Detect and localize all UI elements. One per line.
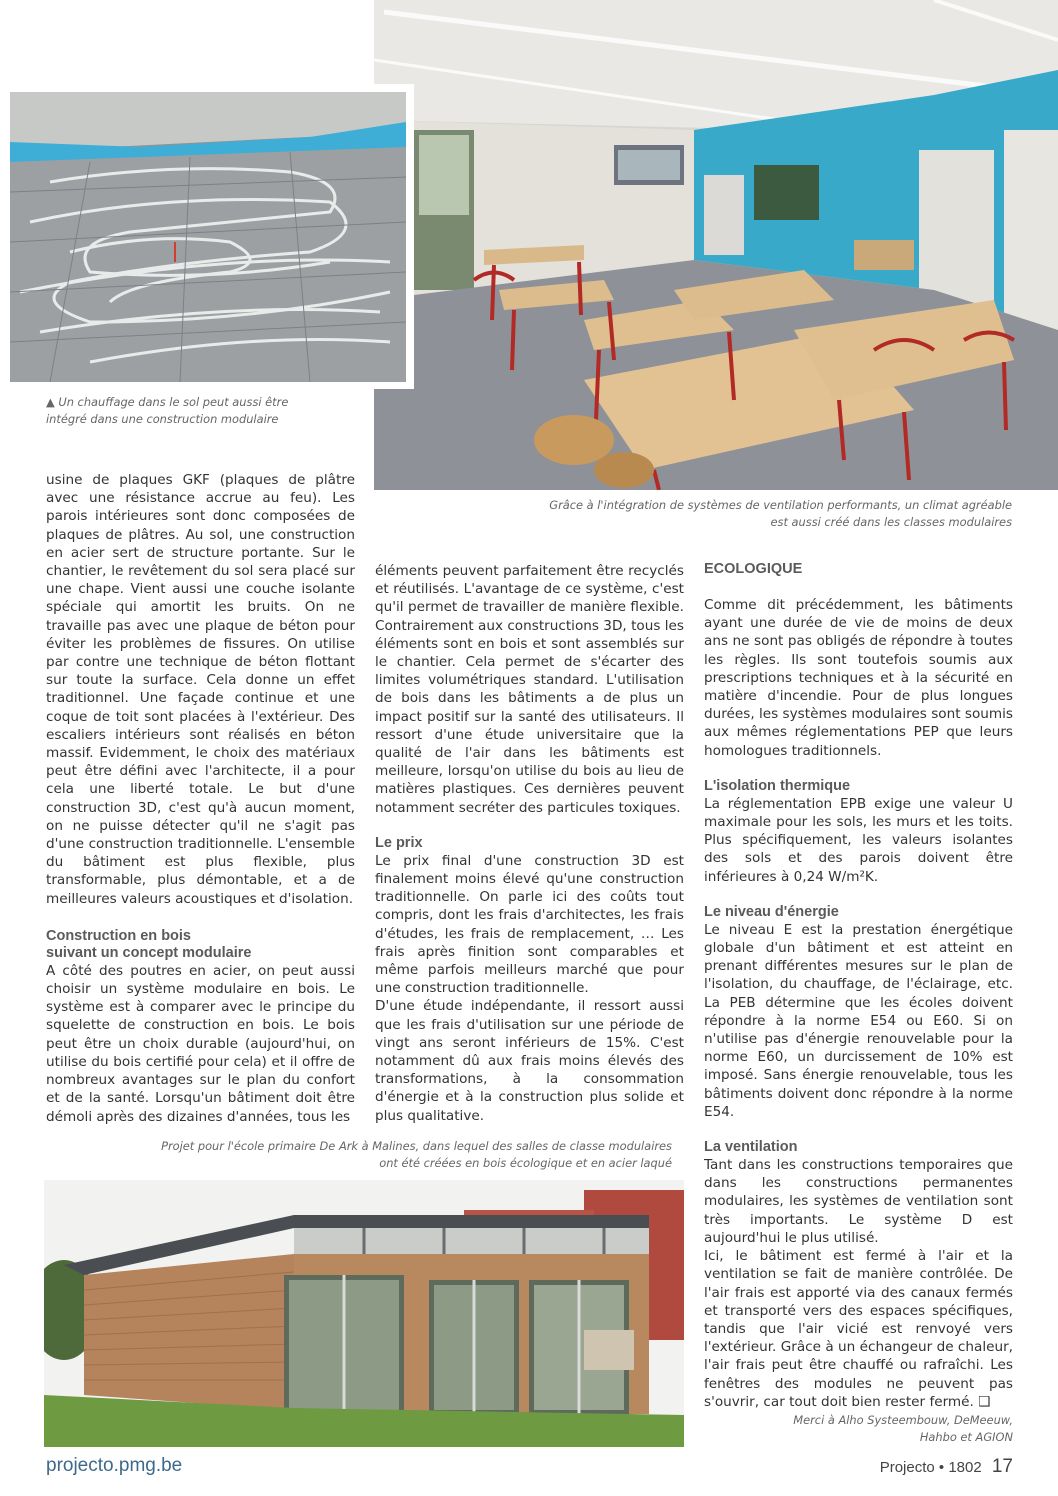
heading-ventilation: La ventilation	[704, 1139, 798, 1156]
classroom-caption	[500, 497, 1012, 531]
heading-line: suivant un concept modulaire	[46, 944, 252, 961]
thanks-credit	[704, 1412, 1013, 1446]
footer-magazine	[790, 1456, 1013, 1478]
credit-line: Merci à Alho Systeembouw, DeMeeuw,	[793, 1413, 1013, 1427]
school-building-photo	[44, 1180, 684, 1447]
heading-construction-bois	[46, 928, 355, 962]
paragraph-prix-1: Le prix final d'une construction 3D est finalement moins élevé qu'une construction traditionnelle. On parle ici des coûts tout compris, dont les frais d'architectes, les frais d'études, les frais de remplacement, … Les frais après finition sont comparables et même parfois meilleurs marché que pour une construction traditionnelle.	[375, 852, 684, 997]
caption-line: ont été créées en bois écologique et en acier laqué	[379, 1156, 672, 1170]
column-1	[46, 471, 355, 1126]
heading-energie: Le niveau d'énergie	[704, 903, 839, 920]
floor-heating-photo	[0, 84, 414, 389]
school-caption	[100, 1138, 672, 1172]
magazine-issue: Projecto • 1802	[879, 1459, 982, 1476]
heading-line: Construction en bois	[46, 927, 191, 944]
paragraph-wood: A côté des poutres en acier, on peut aussi choisir un système modulaire en bois. Le système est à comparer avec le principe du squelette de construction en bois. Le bois peut être un choix durable (aujourd'hui, on utilise du bois certifié pour cela) et il offre de nombreux avantages sur le plan du confort et de la santé. Lorsqu'un bâtiment doit être démoli après des dizaines d'années, tous les	[46, 962, 355, 1125]
credit-line: Hahbo et AGION	[919, 1430, 1013, 1444]
paragraph-energie: Le niveau E est la prestation énergétique globale d'un bâtiment et est atteint en prenant différentes mesures sur le plan de l'isolation, du chauffage, de l'éclairage, etc. La PEB détermine que les écoles doivent répondre à la norme E54 ou E60. Si on n'utilise pas d'énergie renouvelable pour la norme E60, un durcissement de 10% est imposé. Sans énergie renouvelable, tous les bâtiments doivent donc répondre à la norme E54.	[704, 921, 1013, 1120]
classroom-photo	[374, 0, 1058, 490]
floor-heating-caption	[46, 394, 366, 428]
paragraph-prix-2: D'une étude indépendante, il ressort aussi que les frais d'utilisation sur une période de vingt ans seront inférieurs de 15%. C'est notamment dû aux frais moins élevés des transformations, à la consommation d'énergie et à la construction plus solide et plus qualitative.	[375, 998, 684, 1124]
caption-line: Projet pour l'école primaire De Ark à Malines, dans lequel des salles de classe modulaires	[161, 1139, 672, 1153]
caption-line: ▲ Un chauffage dans le sol peut aussi être	[46, 395, 289, 409]
paragraph-intro: usine de plaques GKF (plaques de plâtre avec une résistance accrue au feu). Les parois intérieures sont donc composées de plaques de plâtres. Au sol, une construction en acier sert de structure portante. Sur le chantier, le revêtement du sol sera placé sur une chape. Vient aussi une couche isolante spéciale qui amortit les bruits. On ne travaille pas avec une plaque de béton pour éviter les problèmes de fissures. On utilise par contre une technique de béton flottant sur toute la surface. Cela donne un effet traditionnel. Une façade continue et une coque de toit sont placées à l'extérieur. Des escaliers intérieurs sont réalisés en béton massif. Evidemment, le choix des matériaux peut être défini avec l'architecte, il a pour cela une liberté totale. Le but d'une construction 3D, c'est qu'à aucun moment, on ne puisse détecter qu'il ne s'agit pas d'une construction traditionnelle. L'ensemble du bâtiment est plus flexible, plus transformable, plus démontable, et a de meilleures valeurs acoustiques et d'isolation.	[46, 472, 355, 907]
page-number: 17	[991, 1456, 1013, 1477]
heading-ecologique: ECOLOGIQUE	[704, 561, 803, 577]
column-3	[704, 561, 1013, 1411]
paragraph-eco: Comme dit précédemment, les bâtiments ayant une durée de vie de moins de deux ans ne sont pas obligés de répondre à toutes les règles. Ils sont toutefois soumis aux prescriptions techniques et à la sécurité en matière d'incendie. Pour de plus longues durées, les systèmes modulaires sont soumis aux mêmes réglementations PEP que leurs homologues traditionnels.	[704, 597, 1013, 759]
paragraph-vent-1: Tant dans les constructions temporaires que dans les constructions permanentes modulaires, les systèmes de ventilation sont très importants. Le système D est aujourd'hui le plus utilisé.	[704, 1157, 1013, 1246]
heading-isolation: L'isolation thermique	[704, 777, 851, 794]
heading-prix: Le prix	[375, 834, 423, 851]
column-2	[375, 562, 684, 1125]
caption-line: intégré dans une construction modulaire	[46, 412, 279, 426]
paragraph-iso: La réglementation EPB exige une valeur U maximale pour les sols, les murs et les toits. Plus spécifiquement, les valeurs isolantes des sols et des parois doivent être inférieures à 0,24 W/m²K.	[704, 795, 1013, 885]
caption-line: Grâce à l'intégration de systèmes de ventilation performants, un climat agréable	[549, 498, 1012, 512]
caption-line: est aussi créé dans les classes modulaires	[770, 515, 1012, 529]
footer-url[interactable]: projecto.pmg.be	[46, 1455, 183, 1476]
paragraph-cont: éléments peuvent parfaitement être recyclés et réutilisés. L'avantage de ce système, c'est qu'il permet de travailler de manière flexible. Contrairement aux constructions 3D, tous les éléments sont en bois et sont assemblés sur le chantier. Cela permet de s'écarter des limites volumétriques standard. L'utilisation de bois dans les bâtiments a de plus un impact positif sur la santé des utilisateurs. Il ressort d'une étude universitaire que la qualité de l'air dans les bâtiments est meilleure, lorsqu'on utilise du bois au lieu de matières plastiques. Ces dernières peuvent notamment secréter des particules toxiques.	[375, 563, 684, 816]
paragraph-vent-2: Ici, le bâtiment est fermé à l'air et la ventilation se fait de manière contrôlée. De l'air frais est apporté via des canaux fermés et transporté vers des espaces spécifiques, tandis que l'air vicié est renvoyé vers l'extérieur. Grâce à un échangeur de chaleur, l'air frais peut être chauffé ou rafraîchi. Les fenêtres des modules ne peuvent pas s'ouvrir, car tout doit bien rester fermé. ❑	[704, 1248, 1013, 1410]
